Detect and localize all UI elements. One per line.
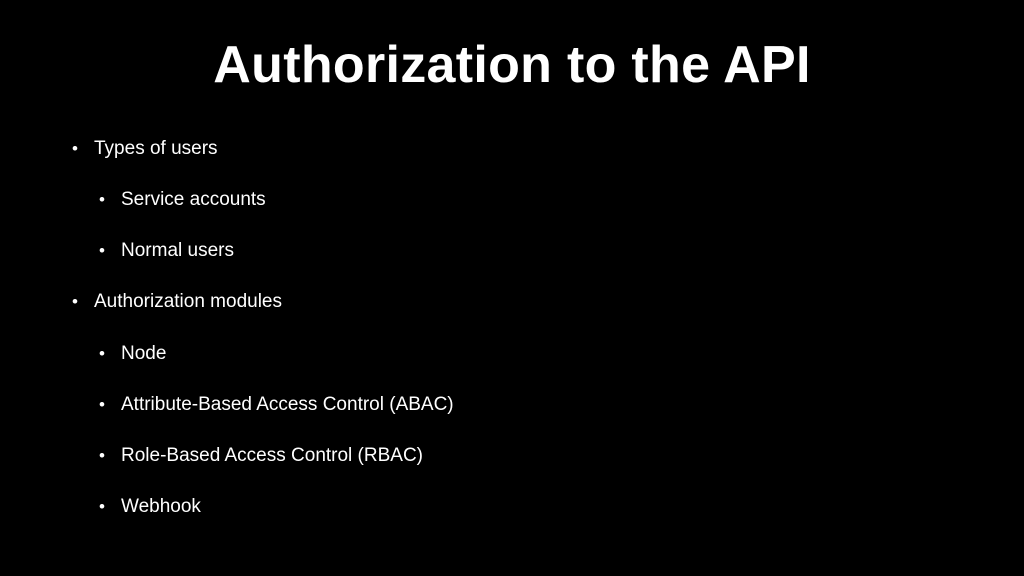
bullet-text: Node — [121, 343, 167, 364]
bullet-text: Attribute-Based Access Control (ABAC) — [121, 394, 454, 415]
bullet-text: Types of users — [94, 138, 218, 159]
bullet-text: Normal users — [121, 240, 234, 261]
bullet-text: Service accounts — [121, 189, 266, 210]
slide-title: Authorization to the API — [213, 36, 811, 94]
bullet-icon: • — [99, 241, 105, 260]
bullet-icon: • — [99, 344, 105, 363]
bullet-text: Role-Based Access Control (RBAC) — [121, 445, 423, 466]
bullet-icon: • — [99, 497, 105, 516]
bullet-text: Webhook — [121, 496, 201, 517]
bullet-icon: • — [99, 446, 105, 465]
bullet-text: Authorization modules — [94, 291, 282, 312]
bullet-icon: • — [99, 395, 105, 414]
bullet-icon: • — [99, 190, 105, 209]
bullet-icon: • — [72, 292, 78, 311]
bullet-icon: • — [72, 139, 78, 158]
